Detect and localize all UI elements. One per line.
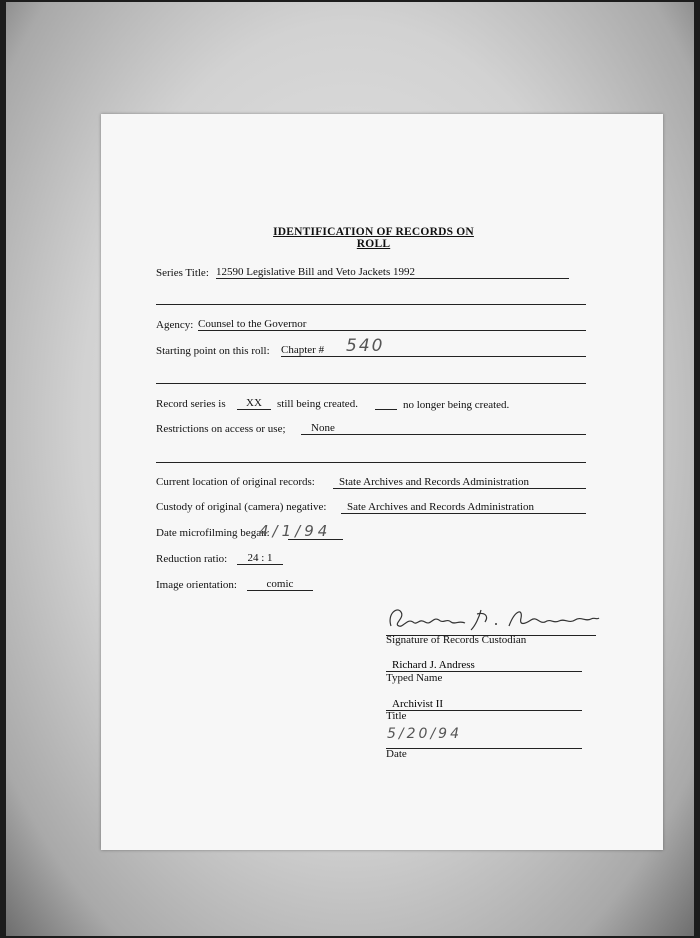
series-title-value: 12590 Legislative Bill and Veto Jackets 1992 — [216, 266, 415, 278]
date-began-label: Date microfilming began: — [156, 527, 270, 539]
starting-point-handwritten: 540 — [346, 336, 385, 356]
current-location-value: State Archives and Records Administration — [339, 476, 530, 488]
series-title-label: Series Title: — [156, 267, 209, 279]
custody-label: Custody of original (camera) negative: — [156, 501, 327, 513]
custody-field — [341, 501, 586, 514]
date-label: Date — [386, 748, 407, 760]
blank-line — [156, 461, 586, 463]
blank-line — [156, 303, 586, 305]
current-location-label: Current location of original records: — [156, 476, 315, 488]
no-longer-check-field — [375, 397, 397, 410]
form-sheet — [101, 114, 663, 850]
microfilm-frame — [6, 2, 694, 936]
reduction-label: Reduction ratio: — [156, 553, 228, 565]
restrictions-value: None — [311, 422, 335, 434]
orientation-label: Image orientation: — [156, 579, 237, 591]
record-series-mark: XX — [246, 397, 262, 409]
starting-point-field — [281, 344, 586, 357]
title-label: Title — [386, 710, 407, 722]
no-longer-label: no longer being created. — [403, 399, 510, 411]
starting-point-value: Chapter # — [281, 344, 325, 356]
agency-label: Agency: — [156, 319, 194, 331]
title-field — [386, 698, 582, 711]
agency-field — [198, 318, 586, 331]
title-value: Archivist II — [392, 698, 444, 710]
form-title: IDENTIFICATION OF RECORDS ON ROLL — [273, 226, 474, 250]
agency-value: Counsel to the Governor — [198, 318, 307, 330]
signature-label: Signature of Records Custodian — [386, 634, 527, 646]
record-series-label: Record series is — [156, 398, 226, 410]
typed-name-label: Typed Name — [386, 672, 443, 684]
restrictions-field — [301, 422, 586, 435]
still-being-created-label: still being created. — [277, 398, 358, 410]
orientation-value: comic — [266, 578, 294, 590]
restrictions-label: Restrictions on access or use; — [156, 423, 286, 435]
typed-name-field — [386, 659, 582, 672]
custody-value: Sate Archives and Records Administration — [347, 501, 534, 513]
blank-line — [156, 382, 586, 384]
typed-name-value: Richard J. Andress — [392, 659, 475, 671]
record-series-mark-field — [237, 397, 271, 410]
orientation-field — [247, 578, 313, 591]
reduction-field — [237, 552, 283, 565]
starting-point-label: Starting point on this roll: — [156, 345, 270, 357]
reduction-value: 24 : 1 — [247, 552, 273, 564]
date-value: 5/20/94 — [387, 726, 462, 742]
date-began-value: 4/1/94 — [259, 522, 332, 540]
series-title-field — [216, 266, 569, 279]
current-location-field — [333, 476, 586, 489]
